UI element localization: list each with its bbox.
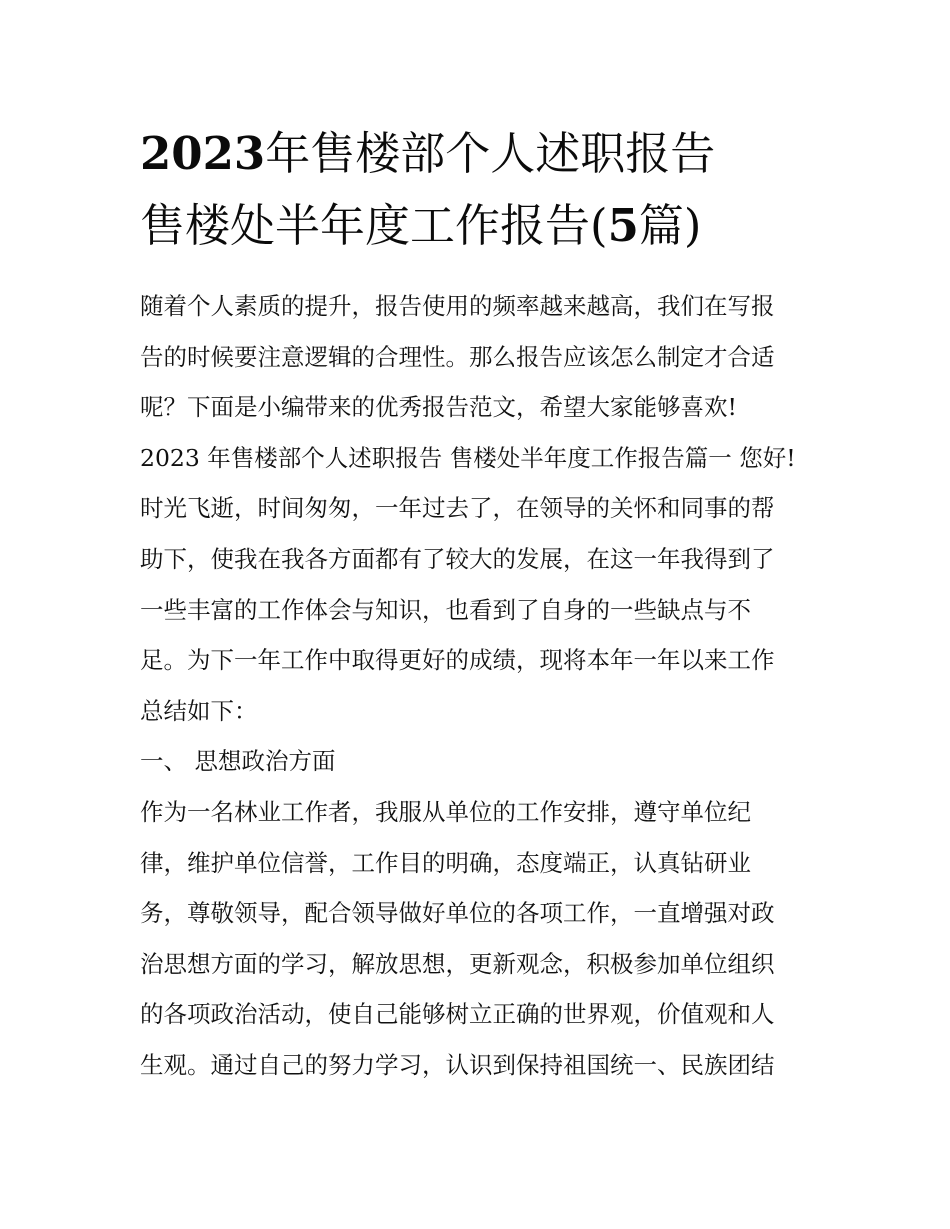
body-line: 务，尊敬领导，配合领导做好单位的各项工作，一直增强对政 (140, 899, 775, 928)
document-title (140, 118, 820, 262)
document-body (140, 281, 820, 1091)
body-line: 时光飞逝，时间匆匆，一年过去了，在领导的关怀和同事的帮 (140, 494, 775, 523)
body-line: 律，维护单位信誉，工作目的明确，态度端正，认真钻研业 (140, 848, 751, 877)
title-line-2 (140, 190, 820, 262)
body-line: 告的时候要注意逻辑的合理性。那么报告应该怎么制定才合适 (140, 342, 775, 371)
body-line: 助下，使我在我各方面都有了较大的发展，在这一年我得到了 (140, 544, 775, 573)
title-line-1 (140, 118, 820, 190)
body-line: 作为一名林业工作者，我服从单位的工作安排，遵守单位纪 (140, 797, 751, 826)
body-line: 随着个人素质的提升，报告使用的频率越来越高，我们在写报 (140, 292, 775, 320)
body-line: 的各项政治活动，使自己能够树立正确的世界观，价值观和人 (140, 1000, 775, 1029)
body-line: 呢？下面是小编带来的优秀报告范文，希望大家能够喜欢! (140, 393, 737, 422)
body-line: 2023 年售楼部个人述职报告 售楼处半年度工作报告篇一 您好! (140, 443, 796, 472)
body-line: 足。为下一年工作中取得更好的成绩，现将本年一年以来工作 (140, 646, 775, 675)
title-year: 2023 (140, 127, 266, 180)
body-line: 治思想方面的学习，解放思想，更新观念，积极参加单位组织 (140, 949, 775, 978)
body-line: 一些丰富的工作体会与知识，也看到了自身的一些缺点与不 (140, 595, 751, 624)
title-line-1-text: 年售楼部个人述职报告 (265, 127, 716, 180)
title-count: 5 (607, 199, 639, 252)
title-line-2-end: 篇) (638, 199, 702, 252)
body-line: 总结如下： (140, 696, 258, 725)
section-heading: 一、 思想政治方面 (140, 747, 336, 776)
title-line-2-text: 售楼处半年度工作报告( (140, 199, 608, 252)
body-line: 生观。通过自己的努力学习，认识到保持祖国统一、民族团结 (140, 1050, 775, 1079)
